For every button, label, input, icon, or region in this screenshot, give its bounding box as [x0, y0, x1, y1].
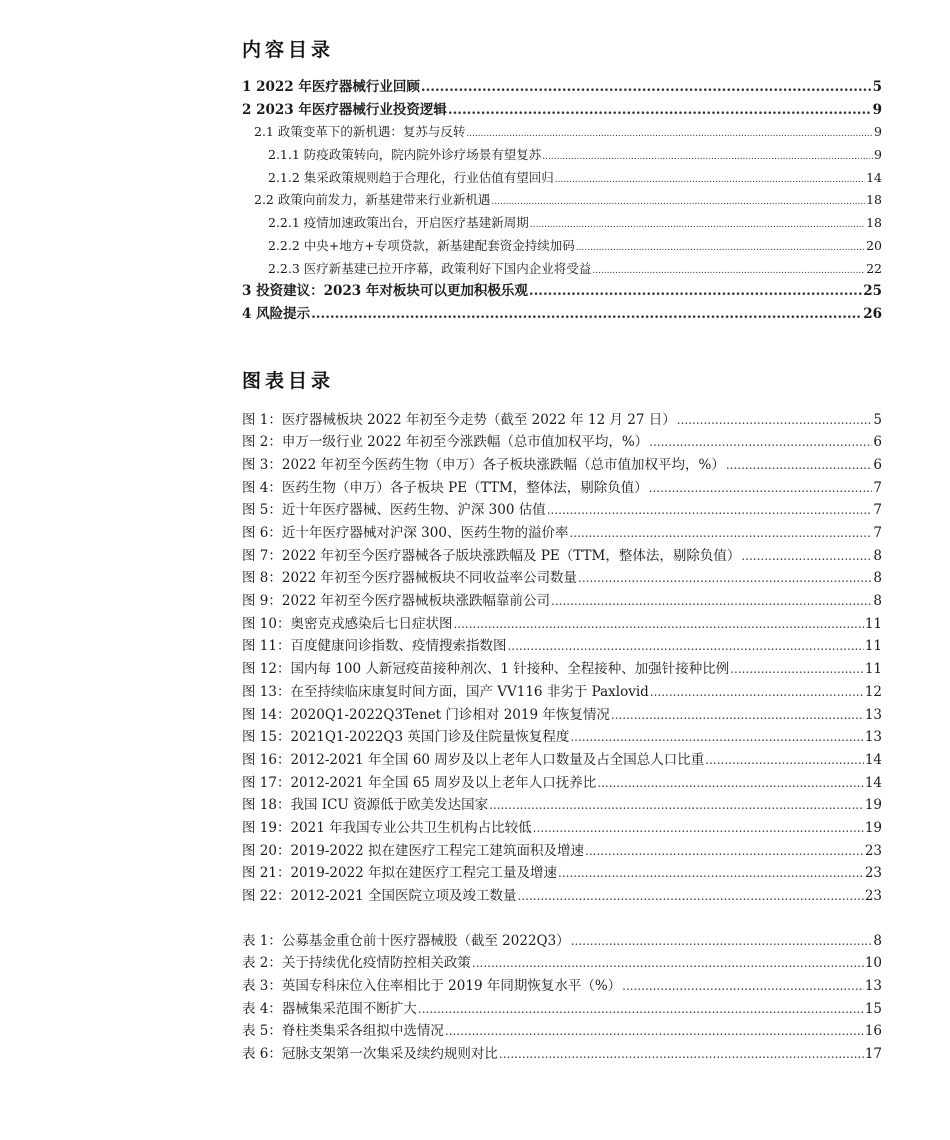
table-entry-page: 10 [864, 955, 882, 972]
figure-entry-page: 7 [873, 502, 882, 519]
figure-entry[interactable] [242, 545, 882, 568]
figure-entry-text: 图 7：2022 年初至今医疗器械各子版块涨跌幅及 PE（TTM，整体法，剔除负值） [242, 547, 741, 564]
dot-leader [547, 499, 873, 522]
table-entry-text: 表 3：英国专科床位入住率相比于 2019 年同期恢复水平（%） [242, 978, 622, 995]
figure-entry-text: 图 9：2022 年初至今医疗器械板块涨跌幅靠前公司 [242, 593, 551, 610]
figure-entry[interactable] [242, 817, 882, 840]
contents-title: 内容目录 [242, 39, 335, 61]
dot-leader [448, 99, 872, 122]
dot-leader [569, 522, 872, 545]
dot-leader [705, 749, 864, 772]
dot-leader [445, 1020, 864, 1043]
toc-entry[interactable] [242, 121, 882, 144]
toc-entry-page: 9 [874, 124, 882, 140]
figure-entry[interactable] [242, 635, 882, 658]
dot-leader [649, 477, 873, 500]
figure-entry[interactable] [242, 409, 882, 432]
table-entry[interactable] [242, 1020, 882, 1043]
table-entry-page: 16 [864, 1023, 882, 1040]
figure-entry-text: 图 20：2019-2022 拟在建医疗工程完工建筑面积及增速 [242, 842, 585, 859]
table-entry[interactable] [242, 930, 882, 953]
dot-leader [529, 280, 862, 303]
figure-entry-text: 图 13：在至持续临床康复时间方面，国产 VV116 非劣于 Paxlovid [242, 683, 649, 700]
figure-entry-page: 11 [864, 638, 882, 655]
figure-entry-text: 图 17：2012-2021 年全国 65 周岁及以上老年人口抚养比 [242, 774, 597, 791]
toc-entry[interactable] [242, 76, 882, 99]
dot-leader [622, 975, 864, 998]
figure-entry-page: 5 [873, 411, 882, 428]
dot-leader [741, 545, 872, 568]
dot-leader [311, 303, 862, 326]
dot-leader [649, 431, 872, 454]
figure-entry-page: 13 [864, 706, 882, 723]
toc-entry-page: 25 [863, 283, 882, 300]
toc-entry-page: 14 [866, 169, 882, 185]
dot-leader [611, 704, 864, 727]
dot-leader [453, 613, 863, 636]
figure-entry-page: 6 [873, 434, 882, 451]
toc-entry-text: 2 2023 年医疗器械行业投资逻辑 [242, 101, 447, 118]
toc-entry[interactable] [242, 212, 882, 235]
table-entry[interactable] [242, 998, 882, 1021]
toc-entry-text: 2.2.1 疫情加速政策出台，开启医疗基建新周期 [268, 215, 529, 231]
figure-entry[interactable] [242, 567, 882, 590]
document-page [242, 0, 882, 1066]
figure-entry[interactable] [242, 477, 882, 500]
toc-entry-page: 18 [866, 192, 882, 208]
figure-entry-page: 11 [864, 615, 882, 632]
figure-entry[interactable] [242, 681, 882, 704]
dot-leader [597, 772, 864, 795]
toc-entry[interactable] [242, 189, 882, 212]
toc-entry[interactable] [242, 235, 882, 258]
figure-entry[interactable] [242, 885, 882, 908]
figure-entry[interactable] [242, 499, 882, 522]
figure-entry-text: 图 10：奥密克戎感染后七日症状图 [242, 615, 453, 632]
figure-entry-page: 12 [864, 683, 882, 700]
figure-entry-text: 图 6：近十年医疗器械对沪深 300、医药生物的溢价率 [242, 525, 569, 541]
table-entry-page: 8 [873, 932, 882, 949]
figure-entry[interactable] [242, 590, 882, 613]
dot-leader [730, 658, 864, 681]
table-entry-page: 13 [864, 978, 882, 995]
figure-entry-text: 图 2：申万一级行业 2022 年初至今涨跌幅（总市值加权平均，%） [242, 434, 649, 451]
figures-title: 图表目录 [242, 369, 335, 392]
toc-entry[interactable] [242, 144, 882, 167]
figure-entry-text: 图 11：百度健康问诊指数、疫情搜索指数图 [242, 638, 507, 655]
figure-entry-text: 图 14：2020Q1-2022Q3Tenet 门诊相对 2019 年恢复情况 [242, 706, 610, 723]
dot-leader [499, 1043, 864, 1066]
toc-entry[interactable] [242, 303, 882, 326]
figure-entry-text: 图 4：医药生物（申万）各子板块 PE（TTM，整体法，剔除负值） [242, 479, 648, 496]
figures-list [242, 409, 882, 908]
dot-leader [592, 260, 865, 283]
figure-entry[interactable] [242, 726, 882, 749]
dot-leader [466, 123, 873, 146]
table-entry-page: 17 [864, 1046, 882, 1063]
figure-entry[interactable] [242, 613, 882, 636]
figure-entry-text: 图 16：2012-2021 年全国 60 周岁及以上老年人口数量及占全国总人口比重 [242, 751, 705, 768]
dot-leader [472, 952, 864, 975]
dot-leader [507, 635, 863, 658]
toc-entry-page: 9 [874, 147, 882, 163]
dot-leader [585, 840, 864, 863]
toc-entry[interactable] [242, 258, 882, 281]
figure-entry-page: 13 [864, 729, 882, 746]
toc-entry-page: 22 [866, 260, 882, 276]
figure-entry-page: 23 [864, 865, 882, 882]
toc-entry-text: 1 2022 年医疗器械行业回顾 [242, 79, 420, 95]
dot-leader [418, 998, 864, 1021]
dot-leader [558, 862, 864, 885]
dot-leader [726, 454, 873, 477]
figure-entry-text: 图 8：2022 年初至今医疗器械板块不同收益率公司数量 [242, 570, 578, 587]
figure-entry[interactable] [242, 454, 882, 477]
contents-list [242, 76, 882, 326]
figure-entry-page: 11 [864, 661, 882, 678]
figure-entry[interactable] [242, 522, 882, 545]
table-entry[interactable] [242, 975, 882, 998]
toc-entry-text: 2.2.2 中央+地方+专项贷款，新基建配套资金持续加码 [268, 237, 575, 253]
table-entry[interactable] [242, 952, 882, 975]
figure-entry-text: 图 22：2012-2021 全国医院立项及竣工数量 [242, 888, 517, 904]
toc-entry-page: 18 [866, 215, 882, 231]
figure-entry-page: 8 [873, 547, 882, 564]
dot-leader [530, 214, 865, 237]
dot-leader [542, 146, 873, 169]
figure-entry-text: 图 5：近十年医疗器械、医药生物、沪深 300 估值 [242, 502, 546, 519]
figure-entry-page: 8 [873, 570, 882, 587]
toc-entry-text: 2.1 政策变革下的新机遇：复苏与反转 [254, 124, 466, 140]
toc-entry[interactable] [242, 99, 882, 122]
toc-entry-page: 20 [866, 237, 882, 253]
toc-entry-text: 4 风险提示 [242, 305, 311, 322]
dot-leader [518, 885, 864, 908]
dot-leader [491, 191, 865, 214]
toc-entry[interactable] [242, 280, 882, 303]
toc-entry-page: 26 [863, 305, 882, 322]
dot-leader [489, 794, 864, 817]
dot-leader [570, 726, 863, 749]
figure-entry[interactable] [242, 431, 882, 454]
figure-entry[interactable] [242, 862, 882, 885]
table-entry-text: 表 6：冠脉支架第一次集采及续约规则对比 [242, 1046, 498, 1063]
figure-entry[interactable] [242, 658, 882, 681]
table-entry-page: 15 [864, 1000, 882, 1017]
toc-entry-text: 2.2 政策向前发力，新基建带来行业新机遇 [254, 192, 491, 208]
table-entry-text: 表 1：公募基金重仓前十医疗器械股（截至 2022Q3） [242, 932, 570, 949]
dot-leader [578, 567, 872, 590]
figure-entry[interactable] [242, 840, 882, 863]
figure-entry-text: 图 1：医疗器械板块 2022 年初至今走势（截至 2022 年 12 月 27 日） [242, 411, 676, 428]
dot-leader [571, 930, 873, 953]
figure-entry-page: 19 [864, 797, 882, 814]
figure-entry-text: 图 15：2021Q1-2022Q3 英国门诊及住院量恢复程度 [242, 729, 570, 746]
dot-leader [650, 681, 864, 704]
toc-entry[interactable] [242, 167, 882, 190]
figure-entry-text: 图 18：我国 ICU 资源低于欧美发达国家 [242, 797, 489, 814]
figure-entry-page: 6 [873, 456, 882, 473]
table-entry-text: 表 4：器械集采范围不断扩大 [242, 1000, 417, 1017]
figure-entry-page: 8 [873, 593, 882, 610]
figure-entry-text: 图 3：2022 年初至今医药生物（申万）各子板块涨跌幅（总市值加权平均，%） [242, 456, 725, 473]
dot-leader [555, 169, 865, 192]
figure-entry-text: 图 12：国内每 100 人新冠疫苗接种剂次、1 针接种、全程接种、加强针接种比例 [242, 661, 730, 678]
toc-entry-page: 5 [872, 79, 882, 95]
figure-entry[interactable] [242, 704, 882, 727]
table-entry-text: 表 5：脊柱类集采各组拟中选情况 [242, 1023, 444, 1040]
figure-entry[interactable] [242, 749, 882, 772]
dot-leader [576, 237, 865, 260]
dot-leader [677, 409, 873, 432]
figure-entry-page: 7 [873, 525, 882, 541]
table-entry[interactable] [242, 1043, 882, 1066]
toc-entry-text: 3 投资建议：2023 年对板块可以更加积极乐观 [242, 283, 528, 300]
figure-entry-page: 7 [873, 479, 882, 496]
toc-entry-page: 9 [872, 101, 882, 118]
dot-leader [533, 817, 864, 840]
tables-list [242, 930, 882, 1066]
figure-entry-page: 19 [864, 819, 882, 836]
figure-entry-page: 23 [864, 888, 882, 904]
dot-leader [551, 590, 872, 613]
figure-entry-page: 14 [864, 774, 882, 791]
figure-entry-page: 23 [864, 842, 882, 859]
figure-entry-text: 图 21：2019-2022 年拟在建医疗工程完工量及增速 [242, 865, 558, 882]
figure-entry[interactable] [242, 794, 882, 817]
dot-leader [421, 76, 872, 99]
figure-entry[interactable] [242, 772, 882, 795]
toc-entry-text: 2.2.3 医疗新基建已拉开序幕，政策利好下国内企业将受益 [268, 260, 592, 276]
figure-entry-text: 图 19：2021 年我国专业公共卫生机构占比较低 [242, 819, 532, 836]
toc-entry-text: 2.1.2 集采政策规则趋于合理化，行业估值有望回归 [268, 169, 554, 185]
toc-entry-text: 2.1.1 防疫政策转向，院内院外诊疗场景有望复苏 [268, 147, 542, 163]
table-entry-text: 表 2：关于持续优化疫情防控相关政策 [242, 955, 471, 972]
figure-entry-page: 14 [864, 751, 882, 768]
